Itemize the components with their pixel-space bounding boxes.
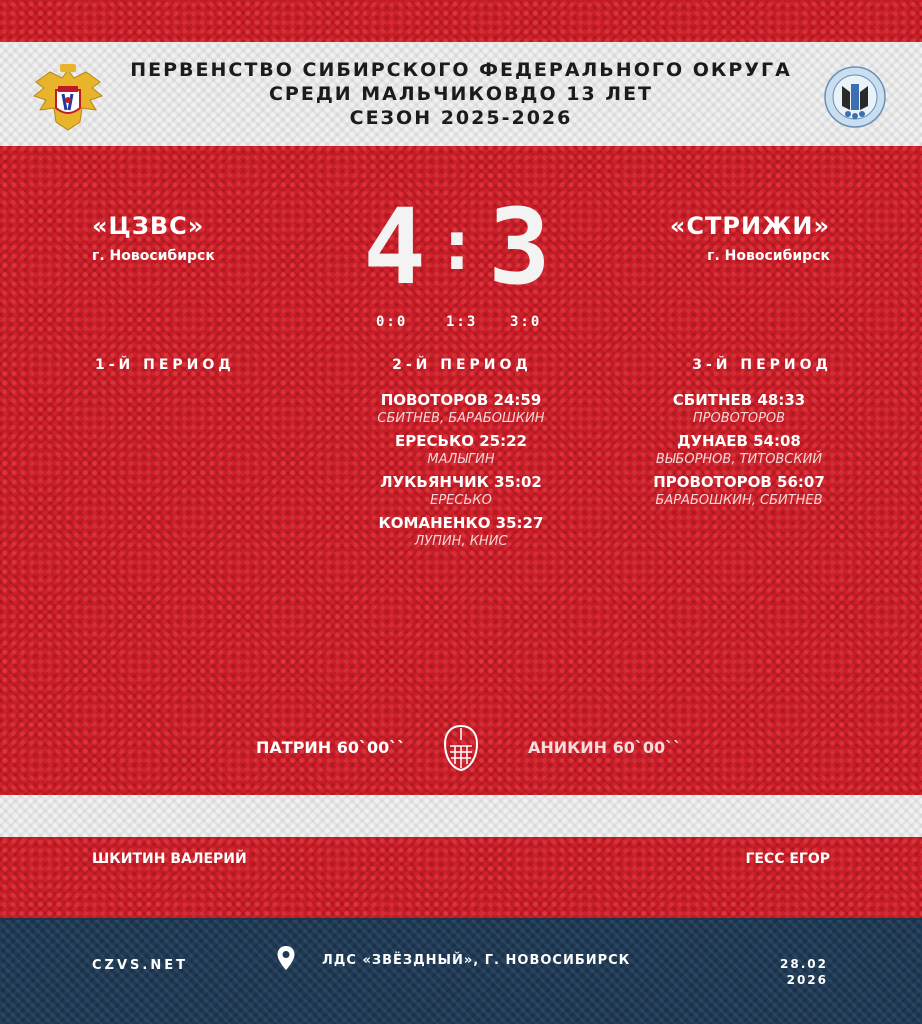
goal-scorer: ЛУКЬЯНЧИК 35:02 [380,473,542,491]
home-goalie: ПАТРИН 60`00`` [256,738,406,757]
home-team-city: г. Новосибирск [92,248,215,264]
goal-assists: ЕРЕСЬКО [430,493,492,508]
goalie-mask-icon [442,724,480,772]
goal-scorer: ДУНАЕВ 54:08 [677,432,801,450]
goal-assists: ПРОВОТОРОВ [692,411,786,426]
goal-assists: ЛУПИН, КНИС [414,534,508,549]
goal-assists: МАЛЫГИН [427,452,495,467]
goal-scorer: СБИТНЕВ 48:33 [672,391,806,409]
date-year: 2026 [786,973,828,987]
period-3-goals [632,390,846,510]
away-score: 3 [488,186,557,308]
away-coach: ГЕСС ЕГОР [745,851,830,867]
title-line-3: СЕЗОН 2025-2026 [349,107,573,129]
goal-scorer: ЕРЕСЬКО 25:22 [395,432,527,450]
title-line-1: ПЕРВЕНСТВО СИБИРСКОГО ФЕДЕРАЛЬНОГО ОКРУГА [130,59,792,81]
period-2-label: 2-Й ПЕРИОД [392,357,532,373]
goal-scorer: ПОВОТОРОВ 24:59 [380,391,542,409]
goal-scorer: ПРОВОТОРОВ 56:07 [653,473,825,491]
home-coach: ШКИТИН ВАЛЕРИЙ [92,851,247,867]
goal-scorer: КОМАНЕНКО 35:27 [378,514,544,532]
novosibirsk-coat-of-arms-icon [824,66,886,128]
coaches-band [0,795,922,837]
website-link[interactable]: CZVS.NET [92,958,188,973]
period-2-score: 1:3 [446,314,478,330]
goal-assists: СБИТНЕВ, БАРАБОШКИН [377,411,545,426]
period-2-goals [340,390,582,551]
match-date [740,956,828,988]
away-team-name: «СТРИЖИ» [669,212,830,240]
venue: ЛДС «ЗВЁЗДНЫЙ», Г. НОВОСИБИРСК [322,953,631,968]
home-score: 4 [363,186,432,308]
period-1-score: 0:0 [376,314,408,330]
hockey-federation-eagle-logo-icon [30,64,106,134]
away-goalie: АНИКИН 60`00`` [528,738,682,757]
period-1-label: 1-Й ПЕРИОД [95,357,235,373]
score-separator: : [435,204,485,286]
period-3-score: 3:0 [510,314,542,330]
tournament-title [0,58,922,130]
map-pin-icon [276,945,296,971]
title-line-2: СРЕДИ МАЛЬЧИКОВДО 13 ЛЕТ [268,83,654,105]
goal-assists: БАРАБОШКИН, СБИТНЕВ [655,493,823,508]
goal-assists: ВЫБОРНОВ, ТИТОВСКИЙ [655,452,823,467]
match-score [360,186,560,308]
date-day-month: 28.02 [780,957,828,971]
period-3-label: 3-Й ПЕРИОД [692,357,832,373]
away-team-city: г. Новосибирск [707,248,830,264]
home-team-name: «ЦЗВС» [92,212,205,240]
